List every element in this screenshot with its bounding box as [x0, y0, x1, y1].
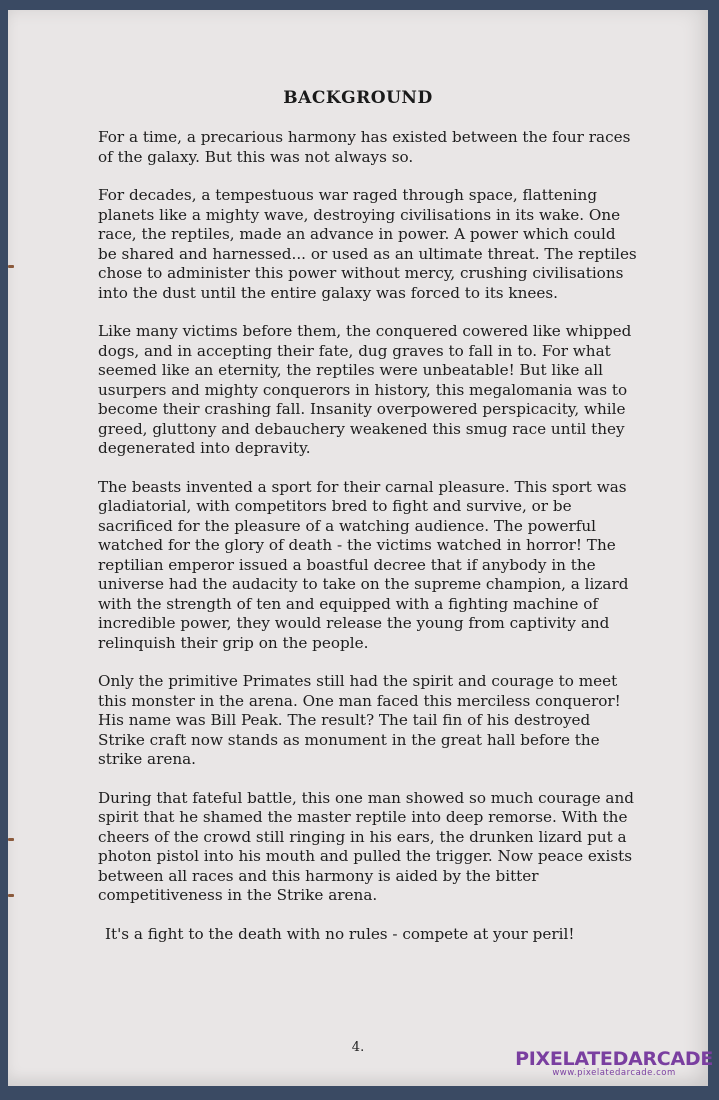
body-text	[98, 128, 638, 963]
paragraph: For decades, a tempestuous war raged through space, flattening planets like a mighty wave, destroying civilisations in its wake. One race, the reptiles, made an advance in power. A power which could be shared and harnessed... or used as an ultimate threat. The reptiles chose to administer this power without mercy, crushing civilisations into the dust until the entire galaxy was forced to its knees.	[98, 186, 637, 302]
page-heading: BACKGROUND	[283, 88, 433, 108]
paragraph: Like many victims before them, the conquered cowered like whipped dogs, and in accepting their fate, dug graves to fall in to. For what seemed like an eternity, the reptiles were unbeatable! But like all usurpers and mighty conquerors in history, this megalomania was to become their crashing fall. Insanity overpowered perspicacity, while greed, gluttony and debauchery weakened this smug race until they degenerated into depravity.	[98, 322, 632, 457]
paragraph: For a time, a precarious harmony has existed between the four races of the galaxy. But this was not always so.	[98, 128, 631, 166]
paragraph: During that fateful battle, this one man showed so much courage and spirit that he shamed the master reptile into deep remorse. With the cheers of the crowd still ringing in his ears, the drunken lizard put a photon pistol into his mouth and pulled the trigger. Now peace exists between all races and this harmony is aided by the bitter competitiveness in the Strike arena.	[98, 788, 634, 904]
binding-staple-mark	[8, 265, 14, 268]
watermark-title: PIXELATEDARCADE	[515, 1048, 713, 1070]
page-number: 4.	[351, 1040, 365, 1055]
paragraph: The beasts invented a sport for their carnal pleasure. This sport was gladiatorial, with competitors bred to fight and survive, or be sacrificed for the pleasure of a watching audience. The powerful watched for the glory of death - the victims watched in horror! The reptilian emperor issued a boastful decree that if anybody in the universe had the audacity to take on the supreme champion, a lizard with the strength of ten and equipped with a fighting machine of incredible power, they would release the young from captivity and relinquish their grip on the people.	[98, 477, 629, 652]
binding-staple-mark	[8, 838, 14, 841]
closing-line: It's a fight to the death with no rules - compete at your peril!	[105, 924, 575, 943]
watermark-url: www.pixelatedarcade.com	[552, 1068, 676, 1078]
paragraph: Only the primitive Primates still had the spirit and courage to meet this monster in the arena. One man faced this merciless conqueror! His name was Bill Peak. The result? The tail fin of his destroyed Strike craft now stands as monument in the great hall before the strike arena.	[98, 672, 621, 768]
binding-staple-mark	[8, 894, 14, 897]
site-watermark	[515, 1048, 713, 1078]
booklet-page	[8, 10, 708, 1086]
